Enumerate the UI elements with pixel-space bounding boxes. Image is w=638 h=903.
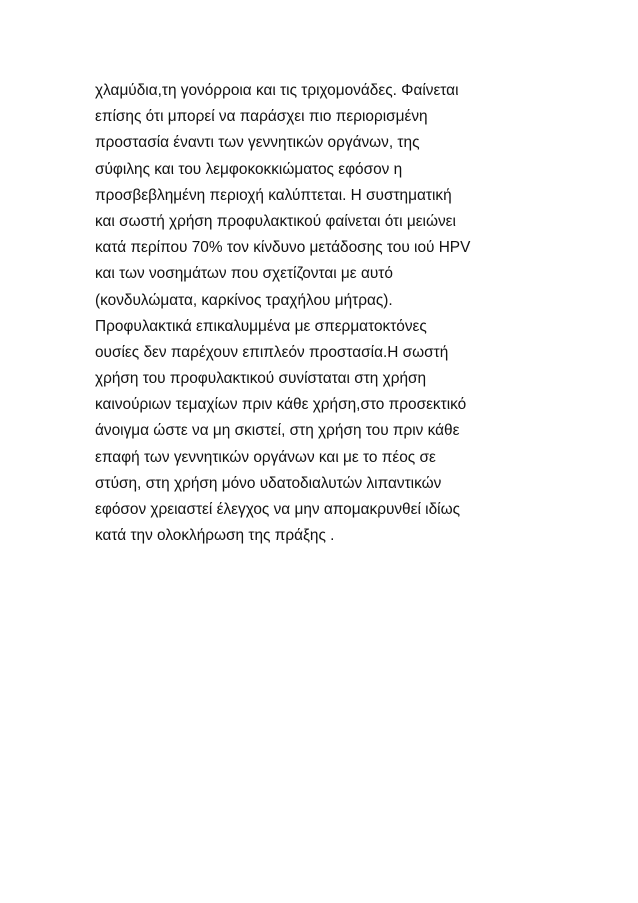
text-line: άνοιγμα ώστε να μη σκιστεί, στη χρήση του πριν κάθε [95, 422, 460, 440]
text-line: καινούριων τεμαχίων πριν κάθε χρήση,στο προσεκτικό [95, 396, 467, 414]
text-line: και σωστή χρήση προφυλακτικού φαίνεται ότι μειώνει [95, 212, 456, 230]
text-line: εφόσον χρειαστεί έλεγχος να μην απομακρυνθεί ιδίως [95, 501, 461, 518]
body-text [95, 78, 575, 549]
text-line: επαφή των γεννητικών οργάνων και με το πέος σε [95, 448, 436, 466]
text-line: προστασία έναντι των γεννητικών οργάνων, της [95, 134, 420, 152]
text-line: ουσίες δεν παρέχουν επιπλεόν προστασία.Η σωστή [95, 343, 449, 361]
text-line: σύφιλης και του λεμφοκοκκιώματος εφόσον η [95, 160, 403, 178]
text-line: χρήση του προφυλακτικού συνίσταται στη χρήση [95, 370, 427, 388]
text-line: στύση, στη χρήση μόνο υδατοδιαλυτών λιπαντικών [95, 474, 442, 492]
text-line: κατά περίπου 70% τον κίνδυνο μετάδοσης του ιού HPV [95, 239, 471, 257]
text-line: Προφυλακτικά επικαλυμμένα με σπερματοκτόνες [95, 317, 427, 335]
text-line: επίσης ότι μπορεί να παράσχει πιο περιορισμένη [95, 108, 428, 126]
text-line: και των νοσημάτων που σχετίζονται με αυτό [95, 265, 393, 283]
text-line: κατά την ολοκλήρωση της πράξης . [95, 527, 335, 545]
text-line: (κονδυλώματα, καρκίνος τραχήλου μήτρας). [95, 291, 393, 309]
text-line: προσβεβλημένη περιοχή καλύπτεται. Η συστηματική [95, 186, 452, 204]
text-line: χλαμύδια,τη γονόρροια και τις τριχομονάδες. Φαίνεται [95, 82, 459, 99]
